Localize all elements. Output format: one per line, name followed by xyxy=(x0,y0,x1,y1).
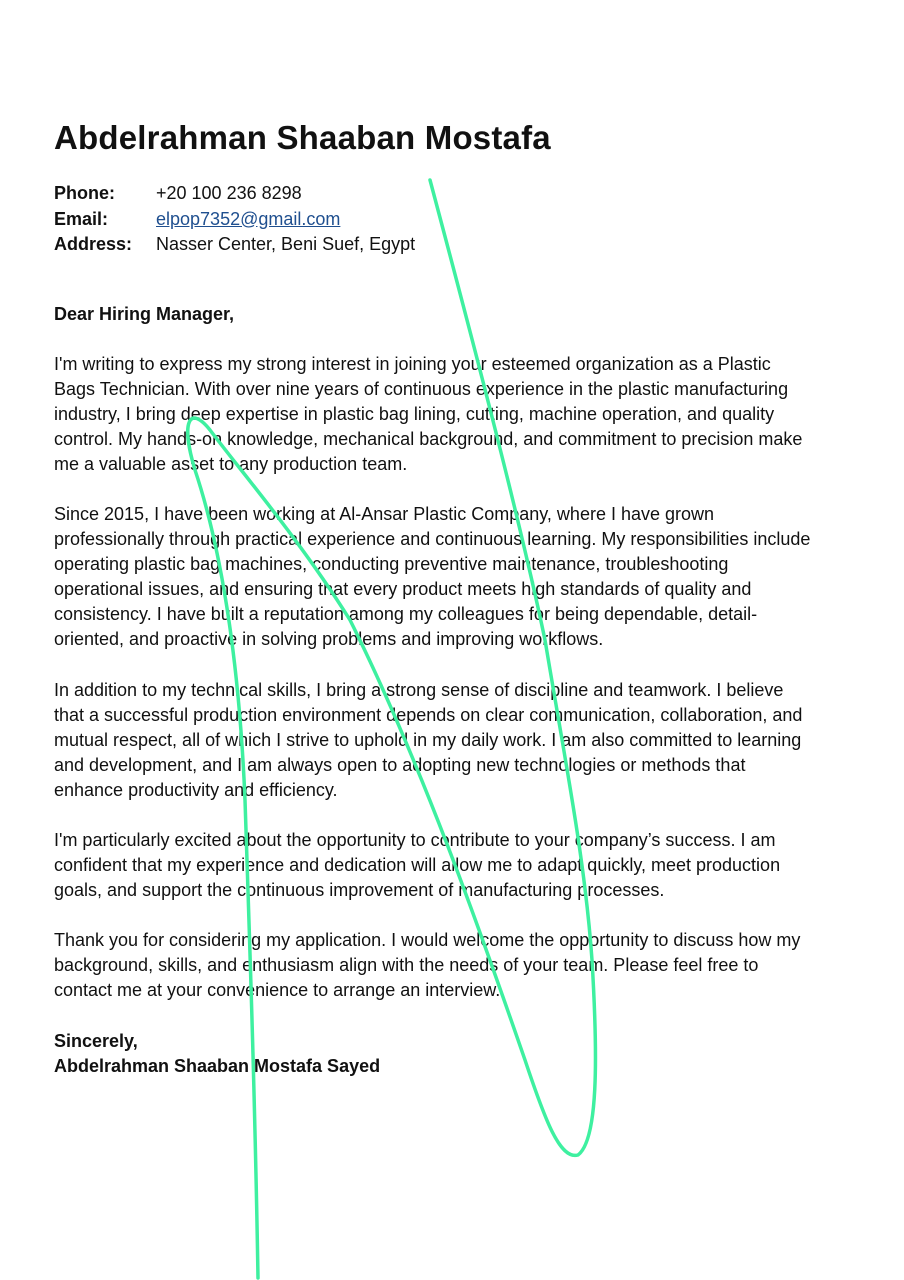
email-value-wrapper xyxy=(156,207,340,233)
closing-block xyxy=(54,1029,814,1079)
email-label: Email: xyxy=(54,208,109,229)
phone-row xyxy=(54,181,814,207)
applicant-name: Abdelrahman Shaaban Mostafa xyxy=(54,119,551,156)
address-value: Nasser Center, Beni Suef, Egypt xyxy=(156,234,416,254)
email-row xyxy=(54,207,814,233)
paragraph-motivation: I'm particularly excited about the opportunity to contribute to your company’s success. I am confident that my experience and dedication will allow me to adapt quickly, meet production goals, and support the continuous improvement of manufacturing processes. xyxy=(54,830,781,901)
paragraph-experience: Since 2015, I have been working at Al-Ansar Plastic Company, where I have grown professionally through practical experience and continuous learning. My responsibilities include operating plastic bag machines, conducting preventive maintenance, troubleshooting operational issues, and ensuring that every product meets high standards of quality and consistency. I have built a reputation among my colleagues for being dependable, detail-oriented, and proactive in solving problems and improving workflows. xyxy=(54,503,811,650)
address-label: Address: xyxy=(54,234,133,254)
contact-block xyxy=(54,181,814,258)
salutation: Dear Hiring Manager, xyxy=(54,303,235,324)
signature-name: Abdelrahman Shaaban Mostafa Sayed xyxy=(54,1055,381,1076)
paragraph-teamwork: In addition to my technical skills, I bring a strong sense of discipline and teamwork. I believe that a successful production environment depends on clear communication, collaboration, and mutual respect, all of which I strive to uphold in my daily work. I am also committed to learning and development, and I am always open to adopting new technologies or methods that enhance productivity and efficiency. xyxy=(54,679,803,800)
paragraph-intro: I'm writing to express my strong interest in joining your esteemed organization as a Plastic Bags Technician. With over nine years of continuous experience in the plastic manufacturing industry, I bring deep expertise in plastic bag lining, cutting, machine operation, and quality control. My hands-on knowledge, mechanical background, and commitment to precision make me a valuable asset to any production team. xyxy=(54,353,803,474)
address-row xyxy=(54,232,814,258)
paragraph-thanks: Thank you for considering my application. I would welcome the opportunity to discuss how my background, skills, and enthusiasm align with the needs of your team. Please feel free to contact me at your convenience to arrange an interview. xyxy=(54,930,801,1001)
phone-value: +20 100 236 8298 xyxy=(156,183,302,203)
letter-content xyxy=(54,118,814,1079)
email-link[interactable]: elpop7352@gmail.com xyxy=(156,208,341,229)
closing-word: Sincerely, xyxy=(54,1030,138,1051)
phone-label: Phone: xyxy=(54,183,115,203)
